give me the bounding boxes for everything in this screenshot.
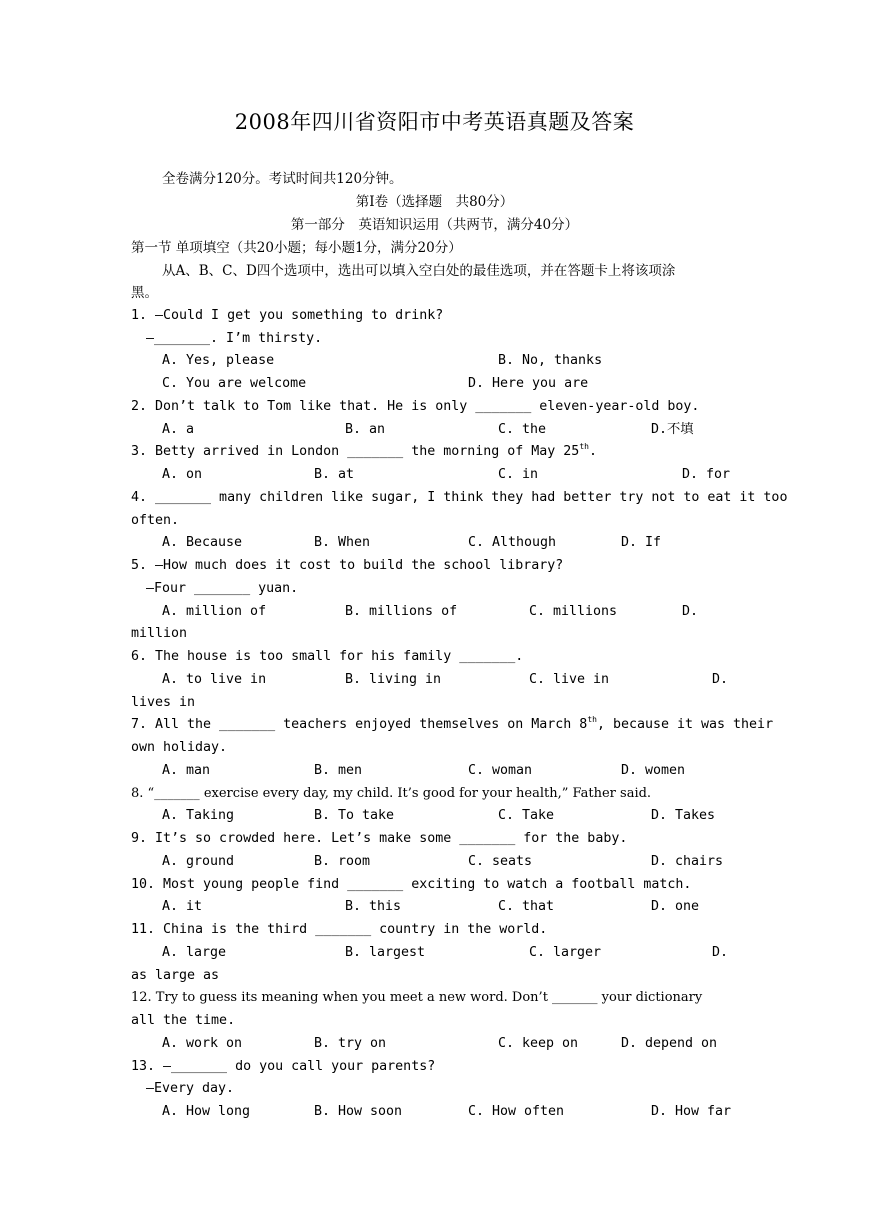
section-volume-heading: 第Ⅰ卷（选择题 共80分） (355, 194, 514, 210)
question-3-option-c: C. in (498, 467, 539, 482)
question-13-option-c: C. How often (468, 1104, 565, 1119)
question-10-option-b: B. this (345, 899, 402, 914)
question-8-option-d: D. Takes (651, 808, 716, 823)
question-13-option-d: D. How far (651, 1104, 732, 1119)
document-title: 2008年四川省资阳市中考英语真题及答案 (234, 110, 635, 134)
question-3-stem: 3. Betty arrived in London _______ the morning of May 25th. (131, 442, 597, 459)
question-11-option-d: D. (712, 945, 729, 960)
question-5-option-b: B. millions of (345, 604, 458, 619)
question-4-option-a: A. Because (162, 535, 243, 550)
question-3-option-b: B. at (314, 467, 355, 482)
question-7-option-c: C. woman (468, 763, 533, 778)
question-7-option-a: A. man (162, 763, 211, 778)
question-7-option-d: D. women (621, 763, 686, 778)
question-11-option-d-text: as large as (131, 968, 220, 983)
question-5-option-a: A. million of (162, 604, 267, 619)
question-1-option-d: D. Here you are (468, 376, 589, 391)
question-13-stem: 13. —_______ do you call your parents? (131, 1059, 436, 1074)
question-4-option-d: D. If (621, 535, 662, 550)
question-8-option-a: A. Taking (162, 808, 235, 823)
question-3-option-d: D. for (682, 467, 731, 482)
question-10-option-c: C. that (498, 899, 555, 914)
question-7-option-b: B. men (314, 763, 363, 778)
question-12-option-d: D. depend on (621, 1036, 718, 1051)
question-2-option-a: A. a (162, 422, 195, 437)
question-5-stem: 5. —How much does it cost to build the school library? (131, 558, 564, 573)
question-1-option-b: B. No, thanks (498, 353, 603, 368)
question-6-option-a: A. to live in (162, 672, 267, 687)
question-6-option-d: D. (712, 672, 729, 687)
question-11-option-c: C. larger (529, 945, 602, 960)
question-13-option-b: B. How soon (314, 1104, 403, 1119)
question-8-stem: 8. “_______ exercise every day, my child. It’s good for your health,” Father said. (131, 786, 652, 801)
question-7-stem: 7. All the _______ teachers enjoyed themselves on March 8th, because it was their (131, 715, 774, 732)
question-11-stem: 11. China is the third _______ country in the world. (131, 922, 548, 937)
question-8-option-c: C. Take (498, 808, 555, 823)
question-4-stem-cont: often. (131, 513, 180, 528)
question-10-option-a: A. it (162, 899, 203, 914)
intro-score-line: 全卷满分120分。考试时间共120分钟。 (162, 171, 403, 187)
question-4-option-b: B. When (314, 535, 371, 550)
question-13-option-a: A. How long (162, 1104, 251, 1119)
question-10-stem: 10. Most young people find _______ exciting to watch a football match. (131, 877, 692, 892)
question-4-option-c: C. Although (468, 535, 557, 550)
question-12-option-c: C. keep on (498, 1036, 579, 1051)
question-1-option-a: A. Yes, please (162, 353, 275, 368)
question-6-option-d-text: lives in (131, 695, 196, 710)
question-2-option-c: C. the (498, 422, 547, 437)
question-12-stem: 12. Try to guess its meaning when you meet a new word. Don’t _______ your dictionary (131, 990, 703, 1005)
question-6-option-b: B. living in (345, 672, 442, 687)
question-6-option-c: C. live in (529, 672, 610, 687)
section-one-heading: 第一节 单项填空（共20小题；每小题1分，满分20分） (131, 240, 462, 256)
question-1-reply: —_______. I’m thirsty. (146, 331, 323, 346)
question-5-option-d: D. (682, 604, 699, 619)
question-10-option-d: D. one (651, 899, 700, 914)
question-5-option-d-text: million (131, 626, 188, 641)
question-2-stem: 2. Don’t talk to Tom like that. He is only _______ eleven-year-old boy. (131, 399, 700, 414)
question-11-option-a: A. large (162, 945, 227, 960)
question-2-option-d: D.不填 (651, 422, 694, 437)
question-12-option-b: B. try on (314, 1036, 387, 1051)
question-6-stem: 6. The house is too small for his family _______. (131, 649, 524, 664)
question-12-stem-cont: all the time. (131, 1013, 236, 1028)
question-9-option-b: B. room (314, 854, 371, 869)
question-1-stem: 1. —Could I get you something to drink? (131, 308, 444, 323)
question-13-reply: —Every day. (146, 1081, 235, 1096)
instructions-line-end: 黑。 (131, 285, 158, 301)
question-9-option-d: D. chairs (651, 854, 724, 869)
question-11-option-b: B. largest (345, 945, 426, 960)
question-12-option-a: A. work on (162, 1036, 243, 1051)
question-4-stem: 4. _______ many children like sugar, I think they had better try not to eat it too (131, 490, 788, 505)
question-3-option-a: A. on (162, 467, 203, 482)
instructions-line: 从A、B、C、D四个选项中，选出可以填入空白处的最佳选项，并在答题卡上将该项涂 (162, 263, 676, 279)
question-5-reply: —Four _______ yuan. (146, 581, 299, 596)
question-5-option-c: C. millions (529, 604, 618, 619)
question-9-option-c: C. seats (468, 854, 533, 869)
part-one-heading: 第一部分 英语知识运用（共两节，满分40分） (290, 217, 579, 233)
question-1-option-c: C. You are welcome (162, 376, 307, 391)
question-8-option-b: B. To take (314, 808, 395, 823)
question-9-option-a: A. ground (162, 854, 235, 869)
question-9-stem: 9. It’s so crowded here. Let’s make some _______ for the baby. (131, 831, 628, 846)
question-7-stem-cont: own holiday. (131, 740, 228, 755)
question-2-option-b: B. an (345, 422, 386, 437)
